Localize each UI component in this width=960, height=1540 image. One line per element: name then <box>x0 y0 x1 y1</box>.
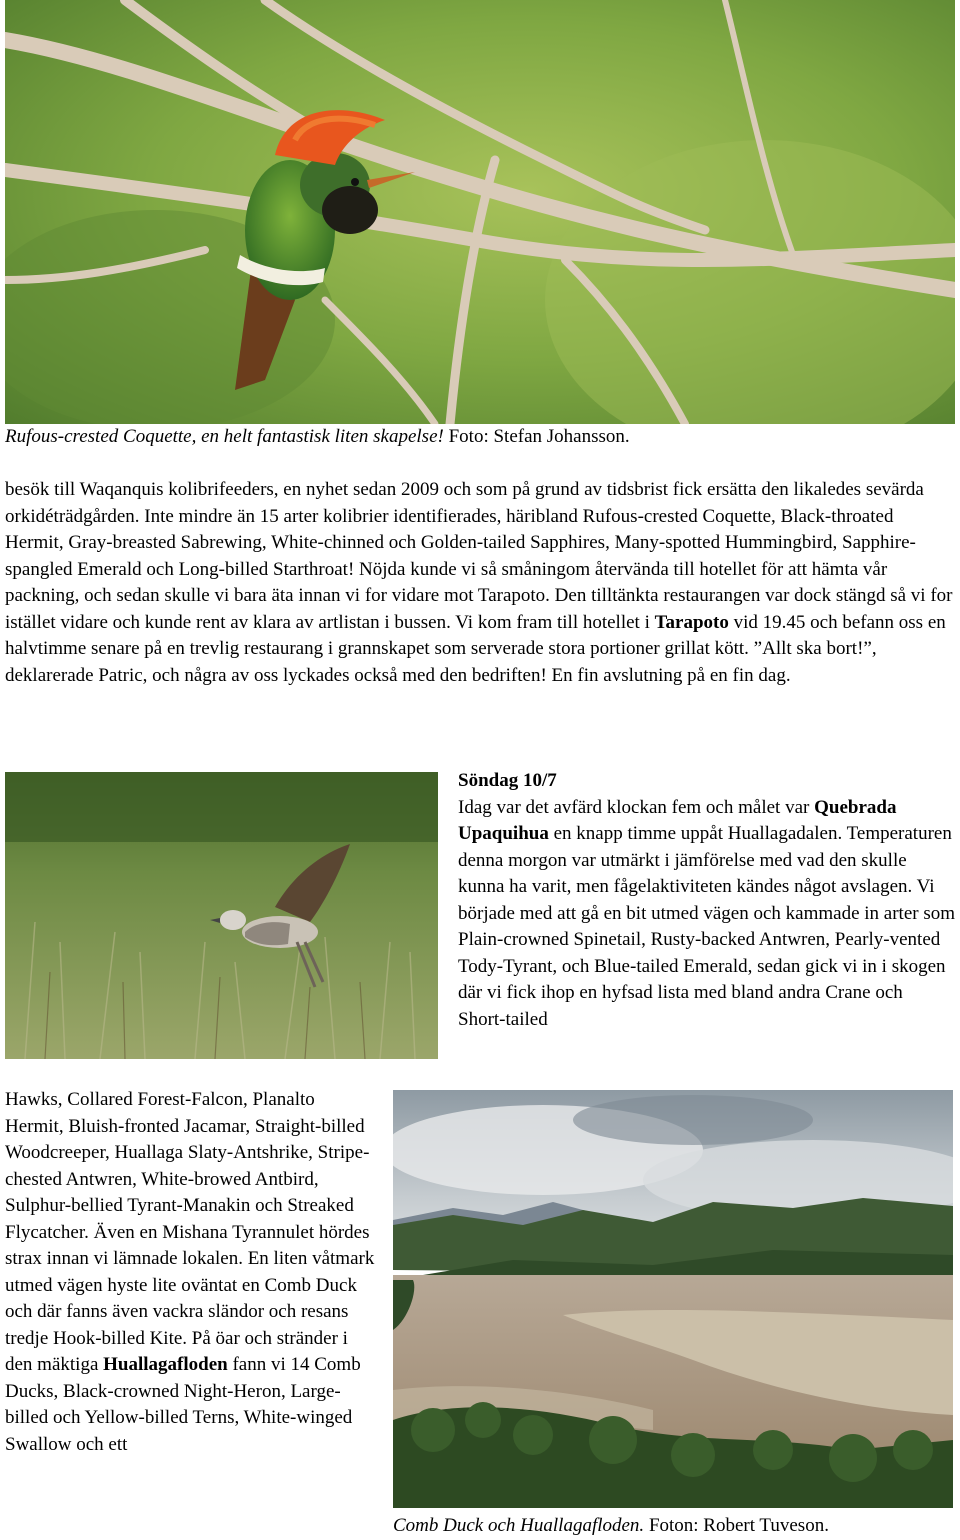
photo1-caption-text: Rufous-crested Coquette, en helt fantastisk liten skapelse! <box>5 426 444 447</box>
body-paragraph <box>5 477 955 689</box>
photo3-credit: Foton: Robert Tuveson. <box>644 1515 829 1536</box>
photo1-credit: Foto: Stefan Johansson. <box>443 426 630 447</box>
photo1-caption <box>5 424 955 451</box>
sunday-text-1: Idag var det avfärd klockan fem och målet var <box>458 796 815 818</box>
place-quebrada: Quebrada Upaquihua <box>458 796 897 844</box>
left-column-text <box>5 1087 375 1458</box>
comb-duck-photo <box>5 772 438 1059</box>
day-heading: Söndag 10/7 <box>458 770 557 791</box>
place-tarapoto: Tarapoto <box>654 611 729 633</box>
body-text-2: vid 19.45 och befann oss en halvtimme senare på en trevlig restaurang i grannskapet som serverade stora portioner grillat kött. ”Allt ska bort!”, deklarerade Patric, och några av oss lyckades också med den bedriften! En fin avslutning på en fin dag. <box>5 611 946 686</box>
left-text-2: fann vi 14 Comb Ducks, Black-crowned Night-Heron, Large-billed och Yellow-billed Terns, White-winged Swallow och ett <box>5 1354 361 1455</box>
left-text-1: Hawks, Collared Forest-Falcon, Planalto Hermit, Bluish-fronted Jacamar, Straight-billed Woodcreeper, Huallaga Slaty-Antshrike, Stripe-chested Antwren, White-browed Antbird, Sulphur-bellied Tyrant-Manakin och Streaked Flycatcher. Även en Mishana Tyrannulet hördes strax innan vi lämnade lokalen. En liten våtmark utmed vägen hyste lite oväntat en Comb Duck och där fanns även vackra sländor och resans tredje Hook-billed Kite. På öar och stränder i den mäktiga <box>5 1089 375 1375</box>
river-photo <box>393 1090 953 1508</box>
sunday-text-2: en knapp timme uppåt Huallagadalen. Temperaturen denna morgon var utmärkt i jämförelse med vad den skulle kunna ha varit, men fågelaktiviteten kändes något avslagen. Vi började med att gå en bit utmed vägen och kammade in arter som Plain-crowned Spinetail, Rusty-backed Antwren, Pearly-vented Tody-Tyrant, och Blue-tailed Emerald, sedan gick vi in i skogen där vi fick ihop en hyfsad lista med bland andra Crane och Short-tailed <box>458 823 955 1030</box>
photo3-caption <box>393 1513 953 1540</box>
sunday-text <box>458 795 955 1034</box>
sunday-section <box>458 768 955 1033</box>
place-huallagafloden: Huallagafloden <box>103 1354 228 1375</box>
body-text-1: besök till Waqanquis kolibrifeeders, en nyhet sedan 2009 och som på grund av tidsbrist fick ersätta den likaledes sevärda orkidéträdgården. Inte mindre än 15 arter kolibrier identifierades, häribland Rufous-crested Coquette, Black-throated Hermit, Gray-breasted Sabrewing, White-chinned och Golden-tailed Sapphires, Many-spotted Hummingbird, Sapphire-spangled Emerald och Long-billed Starthroat! Nöjda kunde vi så småningom återvända till hotellet för att hämta vår packning, och sedan skulle vi bara äta innan vi for vidare mot Tarapoto. Den tilltänkta restaurangen var dock stängd så vi for istället vidare och kunde rent av klara av artlistan i bussen. Vi kom fram till hotellet i <box>5 479 953 633</box>
photo3-caption-text: Comb Duck och Huallagafloden. <box>393 1515 645 1536</box>
hummingbird-photo <box>5 0 955 424</box>
